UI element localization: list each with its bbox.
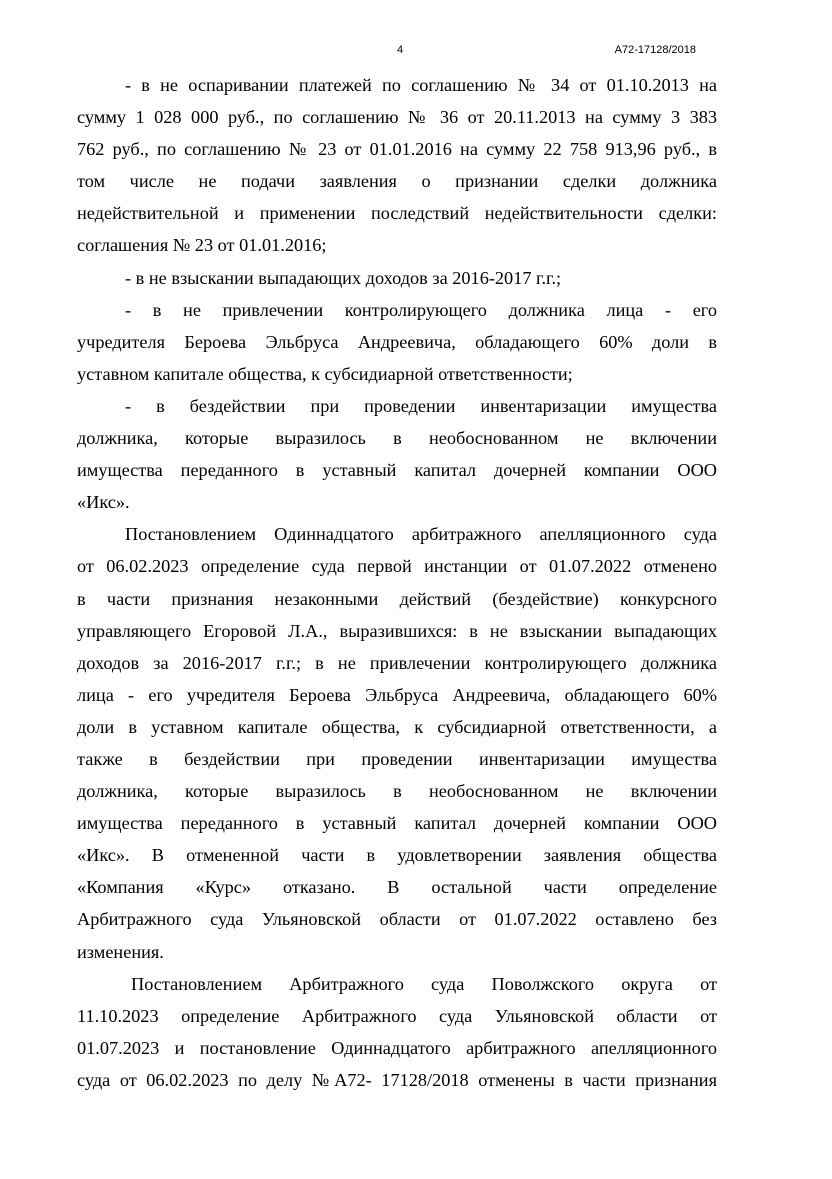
document-body: [77, 69, 717, 1096]
text-line: сумму 1 028 000 руб., по соглашению № 36 от 20.11.2013 на сумму 3 383: [77, 107, 717, 128]
text-line: «Компания «Курс» отказано. В остальной части определение: [77, 877, 717, 898]
text-line: - в не привлечении контролирующего должника лица - его: [125, 299, 717, 320]
paragraph-payments: [77, 69, 717, 262]
text-line: недействительной и применении последствий недействительности сделки:: [77, 203, 717, 224]
text-line: - в бездействии при проведении инвентаризации имущества: [125, 395, 717, 416]
text-line: суда от 06.02.2023 по делу №А72- 17128/2018 отменены в части признания: [77, 1069, 717, 1090]
text-line: Постановлением Арбитражного суда Поволжского округа от: [131, 973, 717, 994]
text-line: Постановлением Одиннадцатого арбитражного апелляционного суда: [125, 524, 717, 545]
text-line: должника, которые выразилось в необоснованном не включении: [77, 428, 717, 449]
text-line: доходов за 2016-2017 г.г.; в не привлечении контролирующего должника: [77, 652, 717, 673]
text-line: управляющего Егоровой Л.А., выразившихся: в не взыскании выпадающих: [77, 620, 717, 641]
text-line: также в бездействии при проведении инвентаризации имущества: [77, 748, 717, 769]
paragraph-inventory: [77, 390, 717, 518]
text-line: «Икс». В отмененной части в удовлетворении заявления общества: [77, 845, 717, 866]
text-line: имущества переданного в уставный капитал дочерней компании ООО: [77, 460, 717, 481]
paragraph-liability: [77, 294, 717, 390]
text-line: том числе не подачи заявления о признании сделки должника: [77, 171, 717, 192]
paragraph-revenue: [77, 262, 717, 294]
text-line: в части признания незаконными действий (бездействие) конкурсного: [77, 588, 717, 609]
text-line: должника, которые выразилось в необоснованном не включении: [77, 781, 717, 802]
text-line: - в не взыскании выпадающих доходов за 2016-2017 г.г.;: [125, 267, 562, 288]
text-line: «Икс».: [77, 492, 130, 513]
text-line: уставном капитале общества, к субсидиарной ответственности;: [77, 363, 573, 384]
text-line: лица - его учредителя Бероева Эльбруса Андреевича, обладающего 60%: [77, 684, 717, 705]
page-number: 4: [396, 44, 404, 56]
text-line: соглашения № 23 от 01.01.2016;: [77, 235, 327, 256]
text-line: Арбитражного суда Ульяновской области от 01.07.2022 оставлено без: [77, 909, 717, 930]
text-line: 01.07.2023 и постановление Одиннадцатого арбитражного апелляционного: [77, 1037, 717, 1058]
text-line: - в не оспаривании платежей по соглашению № 34 от 01.10.2013 на: [125, 75, 717, 95]
text-line: имущества переданного в уставный капитал дочерней компании ООО: [77, 813, 717, 834]
text-line: доли в уставном капитале общества, к субсидиарной ответственности, а: [77, 716, 717, 737]
text-line: учредителя Бероева Эльбруса Андреевича, обладающего 60% доли в: [77, 331, 717, 352]
text-line: от 06.02.2023 определение суда первой инстанции от 01.07.2022 отменено: [77, 556, 717, 577]
case-number: А72-17128/2018: [614, 44, 696, 56]
text-line: изменения.: [77, 941, 164, 962]
paragraph-cassation-ruling: [77, 968, 717, 1096]
text-line: 762 руб., по соглашению № 23 от 01.01.2016 на сумму 22 758 913,96 руб., в: [77, 139, 717, 160]
text-line: 11.10.2023 определение Арбитражного суда Ульяновской области от: [77, 1005, 717, 1026]
paragraph-appeal-ruling: [77, 518, 717, 967]
